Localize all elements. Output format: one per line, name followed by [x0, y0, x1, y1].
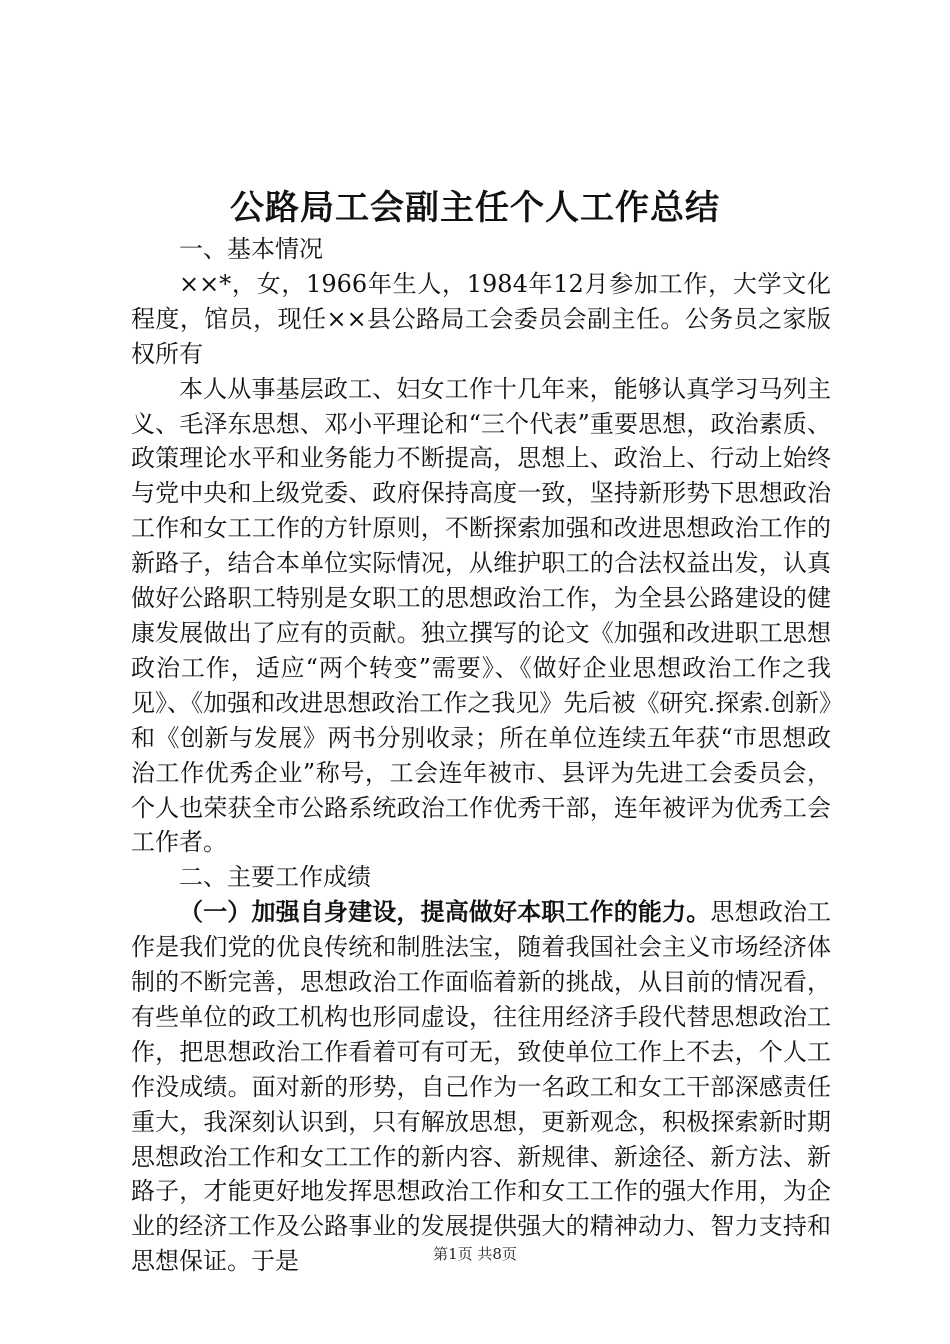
document-title: 公路局工会副主任个人工作总结 — [230, 188, 720, 228]
paragraph-work-history: 本人从事基层政工、妇女工作十几年来，能够认真学习马列主义、毛泽东思想、邓小平理论和“三个代表”重要思想，政治素质、政策理论水平和业务能力不断提高，思想上、政治上、行动上始终与党中央和上级党委、政府保持高度一致，坚持新形势下思想政治工作和女工工作的方针原则，不断探索加强和改进思想政治工作的新路子，结合本单位实际情况，从维护职工的合法权益出发，认真做好公路职工特别是女职工的思想政治工作，为全县公路建设的健康发展做出了应有的贡献。独立撰写的论文《加强和改进职工思想政治工作，适应“两个转变”需要》、《做好企业思想政治工作之我见》、《加强和改进思想政治工作之我见》先后被《研究.探索.创新》和《创新与发展》两书分别收录；所在单位连续五年获“市思想政治工作优秀企业”称号，工会连年被市、县评为先进工会委员会，个人也荣获全市公路系统政治工作优秀干部，连年被评为优秀工会工作者。 — [131, 374, 831, 857]
section-heading-achievements: 二、主要工作成绩 — [179, 863, 371, 892]
document-body — [131, 232, 831, 1279]
paragraph-self-building — [131, 895, 831, 1279]
section-heading-basic-info: 一、基本情况 — [179, 235, 323, 263]
paragraph-body-text: 思想政治工作是我们党的优良传统和制胜法宝，随着我国社会主义市场经济体制的不断完善，思想政治工作面临着新的挑战，从目前的情况看，有些单位的政工机构也形同虚设，往往用经济手段代替思想政治工作，把思想政治工作看着可有可无，致使单位工作上不去，个人工作没成绩。面对新的形势，自己作为一名政工和女工干部深感责任重大，我深刻认识到，只有解放思想，更新观念，积极探索新时期思想政治工作和女工工作的新内容、新规律、新途径、新方法、新路子，才能更好地发挥思想政治工作和女工工作的强大作用，为企业的经济工作及公路事业的发展提供强大的精神动力、智力支持和思想保证。于是 — [131, 898, 832, 1276]
paragraph-basic-info: ××*，女，1966年生人，1984年12月参加工作，大学文化程度，馆员，现任××县公路局工会委员会副主任。公务员之家版权所有 — [131, 269, 831, 368]
page-number: 第1页 共8页 — [433, 1245, 517, 1263]
paragraph-lead-text: （一）加强自身建设，提高做好本职工作的能力。 — [179, 898, 711, 927]
